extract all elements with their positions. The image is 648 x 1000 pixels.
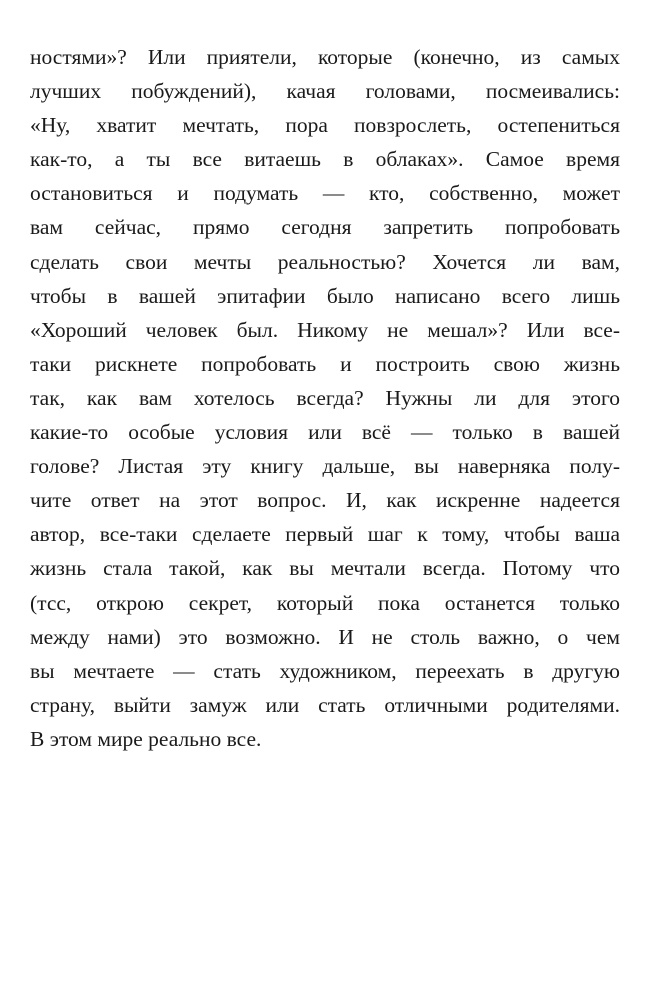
- text-line-6: вам сейчас, прямо сегодня запретить попробовать: [30, 215, 620, 240]
- text-line-1: ностями»? Или приятели, которые (конечно, из самых: [30, 45, 620, 69]
- text-line-9: «Хороший человек был. Никому не мешал»? Или все-: [30, 317, 620, 342]
- text-line-8: чтобы в вашей эпитафии было написано всего лишь: [30, 283, 620, 308]
- text-line-19: вы мечтаете — стать художником, переехать в другую: [30, 658, 620, 683]
- text-line-2: лучших побуждений), качая головами, посмеивались:: [30, 79, 620, 104]
- text-line-14: чите ответ на этот вопрос. И, как искренне надеется: [30, 488, 620, 513]
- text-line-5: остановиться и подумать — кто, собственно, может: [30, 181, 620, 206]
- text-line-17: (тсс, открою секрет, который пока останется только: [30, 590, 620, 615]
- text-line-10: таки рискнете попробовать и построить свою жизнь: [30, 351, 620, 376]
- text-line-3: «Ну, хватит мечтать, пора повзрослеть, остепениться: [30, 113, 620, 138]
- text-line-12: какие-то особые условия или всё — только в вашей: [30, 420, 620, 445]
- text-line-16: жизнь стала такой, как вы мечтали всегда. Потому что: [30, 556, 620, 581]
- text-line-21: В этом мире реально все.: [30, 726, 262, 751]
- text-line-11: так, как вам хотелось всегда? Нужны ли для этого: [30, 385, 620, 410]
- text-line-18: между нами) это возможно. И не столь важно, о чем: [30, 624, 620, 649]
- text-line-15: автор, все-таки сделаете первый шаг к тому, чтобы ваша: [30, 522, 620, 547]
- body-text: [30, 40, 620, 756]
- text-line-13: голове? Листая эту книгу дальше, вы наверняка полу-: [30, 454, 620, 479]
- text-line-7: сделать свои мечты реальностью? Хочется ли вам,: [30, 249, 620, 274]
- text-line-20: страну, выйти замуж или стать отличными родителями.: [30, 692, 620, 717]
- text-line-4: как-то, а ты все витаешь в облаках». Самое время: [30, 147, 620, 172]
